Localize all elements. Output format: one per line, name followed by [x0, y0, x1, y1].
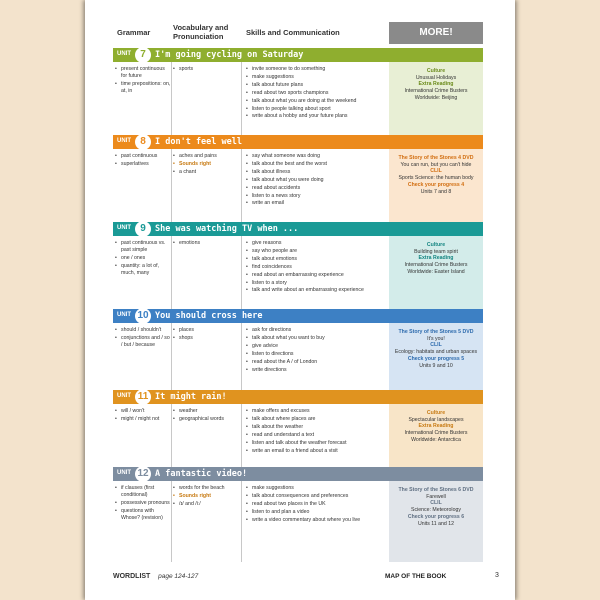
grammar-column-item: • possessive pronouns [115, 500, 171, 507]
unit-label: UNIT [117, 470, 131, 476]
skills-column-item: • read about the A / of London [246, 359, 386, 366]
skills-column-item: • listen to a news story [246, 193, 386, 200]
unit-number: 12 [135, 466, 151, 482]
unit-number: 9 [135, 221, 151, 237]
more-text: Worldwide: Beijing [414, 94, 458, 101]
skills-column [246, 327, 386, 374]
more-text: Units 9 and 10 [419, 362, 453, 369]
column-divider [171, 323, 172, 390]
more-text: Building team spirit [414, 248, 458, 255]
skills-column [246, 240, 386, 295]
vocabulary-header-line2: Pronunciation [173, 31, 224, 41]
unit-section [113, 48, 483, 135]
more-text: International Crime Busters [404, 430, 468, 437]
unit-number: 11 [135, 389, 151, 405]
unit-section [113, 135, 483, 222]
skills-column-item: • write an email [246, 200, 386, 207]
column-divider [171, 481, 172, 562]
grammar-column-item: • if clauses (first conditional) [115, 485, 171, 499]
grammar-column [115, 240, 171, 278]
unit-title: A fantastic video! [155, 469, 248, 479]
more-column [389, 236, 483, 309]
unit-title: You should cross here [155, 311, 263, 321]
skills-column-item: • ask for directions [246, 327, 386, 334]
grammar-column-item: • should / shouldn't [115, 327, 171, 334]
grammar-column-item: • questions with Whose? (revision) [115, 508, 171, 522]
more-text: Farewell [426, 493, 446, 500]
skills-column-item: • listen to people talking about sport [246, 106, 386, 113]
more-column [389, 323, 483, 390]
grammar-header: Grammar [117, 28, 151, 37]
column-divider [241, 62, 242, 135]
grammar-column-item: • one / ones [115, 255, 171, 262]
more-heading: The Story of the Stones 5 DVD [398, 329, 474, 335]
skills-column [246, 153, 386, 208]
skills-column-item: • find coincidences [246, 264, 386, 271]
skills-column-item: • write an email to a friend about a visit [246, 448, 386, 455]
unit-body [113, 149, 483, 222]
column-divider [241, 404, 242, 467]
vocabulary-column-item: • aches and pains [173, 153, 237, 160]
table-header [113, 22, 483, 44]
vocabulary-column [173, 153, 237, 177]
unit-title: I don't feel well [155, 137, 242, 147]
column-divider [241, 149, 242, 222]
unit-body [113, 62, 483, 135]
vocabulary-column-item: • places [173, 327, 237, 334]
skills-column-item: • read and understand a text [246, 432, 386, 439]
wordlist-footer [113, 573, 198, 580]
more-text: Worldwide: Easter Island [407, 268, 465, 275]
vocabulary-column [173, 485, 237, 509]
vocabulary-column [173, 327, 237, 343]
skills-column-item: • make suggestions [246, 74, 386, 81]
unit-label: UNIT [117, 312, 131, 318]
vocabulary-column-item: • geographical words [173, 416, 237, 423]
column-divider [241, 236, 242, 309]
unit-title: I'm going cycling on Saturday [155, 50, 304, 60]
more-text: International Crime Busters [404, 88, 468, 95]
more-text: Unusual Holidays [415, 74, 457, 81]
skills-column-item: • listen and talk about the weather forecast [246, 440, 386, 447]
vocabulary-column-item: • a chant [173, 169, 237, 176]
unit-title-bar [113, 467, 483, 481]
more-column [389, 481, 483, 562]
more-text: International Crime Busters [404, 262, 468, 269]
vocabulary-column [173, 408, 237, 424]
skills-column-item: • talk about what you want to buy [246, 335, 386, 342]
column-divider [171, 404, 172, 467]
more-heading: Extra Reading [418, 255, 454, 262]
skills-column-item: • write a video commentary about where you live [246, 517, 386, 524]
unit-label: UNIT [117, 225, 131, 231]
skills-column-item: • talk about illness [246, 169, 386, 176]
skills-column [246, 66, 386, 121]
skills-column-item: • give advice [246, 343, 386, 350]
unit-number: 7 [135, 47, 151, 63]
unit-body [113, 404, 483, 467]
more-heading: Check your progress 4 [407, 181, 465, 188]
vocabulary-header [173, 24, 228, 46]
grammar-column [115, 485, 171, 523]
skills-column-item: • talk about the weather [246, 424, 386, 431]
unit-title-bar [113, 135, 483, 149]
skills-column [246, 485, 386, 525]
grammar-column-item: • might / might not [115, 416, 171, 423]
skills-column-item: • read about accidents [246, 185, 386, 192]
wordlist-label: WORDLIST [113, 573, 151, 580]
skills-column-item: • talk about the best and the worst [246, 161, 386, 168]
skills-column-item: • read about two places in the UK [246, 501, 386, 508]
unit-title-bar [113, 390, 483, 404]
unit-title-bar [113, 222, 483, 236]
skills-column-item: • talk about what you were doing [246, 177, 386, 184]
skills-column-item: • make offers and excuses [246, 408, 386, 415]
vocabulary-column-item: • Sounds right [173, 493, 237, 500]
unit-section [113, 390, 483, 467]
grammar-column-item: • past continuous [115, 153, 171, 160]
more-heading: CLIL [430, 342, 442, 349]
skills-column-item: • say what someone was doing [246, 153, 386, 160]
more-text: Worldwide: Antarctica [411, 436, 461, 443]
skills-column-item: • listen to and plan a video [246, 509, 386, 516]
grammar-column [115, 66, 171, 96]
more-heading: CLIL [430, 168, 442, 175]
more-heading: Extra Reading [418, 81, 454, 88]
more-heading: Culture [426, 68, 446, 74]
more-heading: Extra Reading [418, 423, 454, 430]
more-text: It's you! [427, 335, 445, 342]
unit-title: She was watching TV when ... [155, 224, 299, 234]
vocabulary-column-item: • shops [173, 335, 237, 342]
unit-title: It might rain! [155, 392, 227, 402]
column-divider [241, 323, 242, 390]
more-heading: Culture [426, 410, 446, 416]
unit-body [113, 236, 483, 309]
grammar-column-item: • past continuous vs. past simple [115, 240, 171, 254]
more-text: Spectacular landscapes [408, 416, 464, 423]
unit-section [113, 309, 483, 390]
grammar-column-item: • time prepositions: on, at, in [115, 81, 171, 95]
skills-column-item: • write directions [246, 367, 386, 374]
vocabulary-column [173, 66, 237, 74]
grammar-column-item: • will / won't [115, 408, 171, 415]
more-heading: The Story of the Stones 6 DVD [398, 487, 474, 493]
vocabulary-column-item: • /ɪ/ and /iː/ [173, 501, 237, 508]
map-of-book-label: MAP OF THE BOOK [385, 573, 447, 580]
skills-column-item: • listen to a story [246, 280, 386, 287]
more-heading: Check your progress 5 [407, 355, 465, 362]
vocabulary-column-item: • Sounds right [173, 161, 237, 168]
unit-label: UNIT [117, 51, 131, 57]
unit-title-bar [113, 309, 483, 323]
skills-column-item: • write about a hobby and your future plans [246, 113, 386, 120]
grammar-column-item: • quantity: a lot of, much, many [115, 263, 171, 277]
skills-header: Skills and Communication [246, 28, 340, 37]
unit-title-bar [113, 48, 483, 62]
unit-label: UNIT [117, 138, 131, 144]
book-page [85, 0, 515, 600]
more-text: You can run, but you can't hide [400, 161, 472, 168]
unit-section [113, 222, 483, 309]
more-text: Ecology: habitats and urban spaces [394, 349, 478, 356]
unit-label: UNIT [117, 393, 131, 399]
skills-column-item: • invite someone to do something [246, 66, 386, 73]
unit-number: 8 [135, 134, 151, 150]
column-divider [171, 62, 172, 135]
grammar-column [115, 408, 171, 424]
skills-column-item: • talk about emotions [246, 256, 386, 263]
skills-column-item: • talk and write about an embarrassing experience [246, 287, 386, 294]
vocabulary-header-line1: Vocabulary and [173, 23, 229, 32]
vocabulary-column [173, 240, 237, 248]
grammar-column-item: • present continuous for future [115, 66, 171, 80]
skills-column-item: • talk about consequences and preferences [246, 493, 386, 500]
grammar-column [115, 153, 171, 169]
wordlist-page: page 124-127 [158, 573, 199, 580]
skills-column-item: • talk about what you are doing at the weekend [246, 98, 386, 105]
unit-number: 10 [135, 308, 151, 324]
skills-column-item: • talk about future plans [246, 82, 386, 89]
unit-body [113, 481, 483, 562]
skills-column-item: • listen to directions [246, 351, 386, 358]
skills-column-item: • make suggestions [246, 485, 386, 492]
more-column [389, 404, 483, 467]
vocabulary-column-item: • emotions [173, 240, 237, 247]
more-header: MORE! [389, 22, 483, 44]
more-text: Units 7 and 8 [420, 188, 452, 195]
more-text: Science: Meteorology [411, 507, 461, 514]
vocabulary-column-item: • sports [173, 66, 237, 73]
skills-column [246, 408, 386, 455]
vocabulary-column-item: • weather [173, 408, 237, 415]
more-heading: The Story of the Stones 4 DVD [398, 155, 474, 161]
grammar-column [115, 327, 171, 350]
skills-column-item: • read about an embarrassing experience [246, 272, 386, 279]
vocabulary-column-item: • words for the beach [173, 485, 237, 492]
column-divider [171, 236, 172, 309]
skills-column-item: • talk about where places are [246, 416, 386, 423]
grammar-column-item: • superlatives [115, 161, 171, 168]
more-column [389, 62, 483, 135]
unit-body [113, 323, 483, 390]
skills-column-item: • say who people are [246, 248, 386, 255]
skills-column-item: • read about two sports champions [246, 90, 386, 97]
more-heading: Check your progress 6 [407, 513, 465, 520]
more-text: Sports Science: the human body [398, 175, 474, 182]
more-heading: CLIL [430, 500, 442, 507]
more-text: Units 11 and 12 [418, 520, 454, 527]
more-column [389, 149, 483, 222]
grammar-column-item: • conjunctions and / so / but / because [115, 335, 171, 349]
page-number: 3 [495, 572, 499, 579]
unit-section [113, 467, 483, 562]
column-divider [241, 481, 242, 562]
more-heading: Culture [426, 242, 446, 248]
column-divider [171, 149, 172, 222]
skills-column-item: • give reasons [246, 240, 386, 247]
